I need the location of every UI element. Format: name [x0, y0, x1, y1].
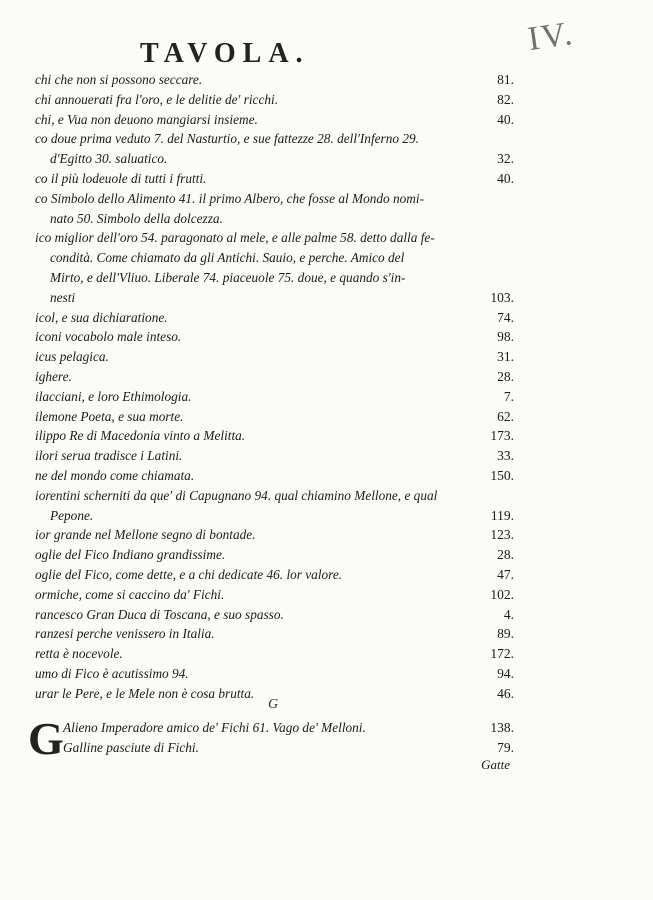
- entry-text: Galline pasciute di Fichi.: [63, 739, 199, 755]
- index-entry: [0, 545, 653, 565]
- entry-page-number: 138.: [490, 720, 514, 735]
- section-letter: G: [268, 697, 279, 712]
- entry-page-number: 79.: [497, 739, 514, 755]
- entry-page-number: 173.: [490, 428, 514, 444]
- entry-page-number: 32.: [497, 151, 514, 167]
- entry-page-number: 98.: [497, 329, 514, 345]
- entry-page-number: 94.: [497, 665, 514, 681]
- entry-text: chi che non si possono seccare.: [35, 72, 203, 87]
- index-entry: [0, 189, 653, 209]
- entry-page-number: 150.: [490, 467, 514, 483]
- entry-page-number: 46.: [497, 685, 514, 701]
- entry-page-number: 31.: [497, 349, 514, 365]
- index-entry: [0, 644, 653, 664]
- entry-page-number: 7.: [503, 388, 514, 404]
- entry-text: Mirto, e dell'Vliuo. Liberale 74. piaceuole 75. doue, e quando s'in-: [50, 269, 406, 285]
- entry-text: ne del mondo come chiamata.: [35, 467, 195, 483]
- entry-text: umo di Fico è acutissimo 94.: [35, 665, 189, 681]
- index-entry: [0, 426, 653, 446]
- entry-text: ighere.: [35, 368, 72, 384]
- index-entry: [0, 664, 653, 684]
- entry-text: icus pelagica.: [35, 349, 109, 365]
- entry-page-number: 89.: [497, 626, 514, 642]
- entry-text: Alieno Imperadore amico de' Fichi 61. Vago de' Melloni.: [63, 720, 366, 735]
- index-entry: [0, 327, 653, 347]
- entry-page-number: 47.: [497, 566, 514, 582]
- index-entry: [0, 347, 653, 367]
- decorated-initial: G: [28, 713, 64, 764]
- index-entry: [0, 486, 653, 506]
- index-entry: [0, 506, 653, 526]
- index-entry: [0, 367, 653, 387]
- index-entry: [0, 446, 653, 466]
- index-entry: [0, 70, 653, 90]
- entry-text: ilemone Poeta, e sua morte.: [35, 408, 184, 424]
- index-entry: [0, 90, 653, 110]
- index-entry: [0, 149, 653, 169]
- entry-text: icol, e sua dichiaratione.: [35, 309, 168, 325]
- entry-page-number: 82.: [497, 91, 514, 107]
- entry-text: co Simbolo dello Alimento 41. il primo Albero, che fosse al Mondo nomi-: [35, 190, 425, 206]
- index-entry: [0, 624, 653, 644]
- entry-text: co doue prima veduto 7. del Nasturtio, e sue fattezze 28. dell'Inferno 29.: [35, 131, 419, 147]
- entry-page-number: 40.: [497, 170, 514, 186]
- entry-text: nesti: [50, 289, 76, 305]
- entry-page-number: 123.: [490, 527, 514, 543]
- index-entry: [0, 525, 653, 545]
- entry-text: iorentini scherniti da que' di Capugnano 94. qual chiamino Mellone, e qual: [35, 487, 438, 503]
- index-entry: [0, 387, 653, 407]
- entry-page-number: 119.: [490, 507, 514, 523]
- entry-page-number: 172.: [490, 646, 514, 662]
- entry-text: oglie del Fico, come dette, e a chi dedicate 46. lor valore.: [35, 566, 343, 582]
- entry-text: condità. Come chiamato da gli Antichi. Sauio, e perche. Amico del: [50, 250, 405, 266]
- index-entry: [0, 110, 653, 130]
- index-entry: [0, 718, 653, 738]
- entry-page-number: 103.: [490, 289, 514, 305]
- index-entry: [0, 565, 653, 585]
- section-g-entries: [0, 718, 653, 758]
- entry-text: d'Egitto 30. saluatico.: [50, 151, 168, 167]
- entry-text: oglie del Fico Indiano grandissime.: [35, 547, 226, 563]
- entry-text: iconi vocabolo male inteso.: [35, 329, 182, 345]
- corner-mark: IV.: [525, 14, 577, 59]
- index-entry: [0, 228, 653, 248]
- index-entry: [0, 684, 653, 704]
- index-entries: [0, 70, 653, 704]
- entry-text: chi, e Vua non deuono mangiarsi insieme.: [35, 111, 258, 127]
- entry-page-number: 40.: [497, 111, 514, 127]
- index-entry: [0, 129, 653, 149]
- index-entry: [0, 248, 653, 268]
- index-entry: [0, 466, 653, 486]
- entry-text: ior grande nel Mellone segno di bontade.: [35, 527, 256, 543]
- entry-page-number: 102.: [490, 586, 514, 602]
- entry-text: ilacciani, e loro Ethimologia.: [35, 388, 192, 404]
- entry-text: Pepone.: [50, 507, 94, 523]
- entry-text: retta è nocevole.: [35, 646, 123, 662]
- index-entry: [0, 585, 653, 605]
- catchword: Gatte: [481, 757, 510, 772]
- entry-page-number: 28.: [497, 368, 514, 384]
- index-entry: [0, 738, 653, 758]
- entry-page-number: 4.: [503, 606, 514, 622]
- entry-page-number: 81.: [497, 72, 514, 87]
- index-entry: [0, 288, 653, 308]
- entry-text: ormiche, come si caccino da' Fichi.: [35, 586, 225, 602]
- page-title: TAVOLA.: [140, 38, 310, 69]
- entry-text: urar le Pere, e le Mele non è cosa brutta.: [35, 685, 255, 701]
- index-entry: [0, 407, 653, 427]
- entry-text: ico miglior dell'oro 54. paragonato al mele, e alle palme 58. detto dalla fe-: [35, 230, 435, 246]
- entry-text: ilori serua tradisce i Latini.: [35, 448, 183, 464]
- entry-page-number: 28.: [497, 547, 514, 563]
- index-entry: [0, 268, 653, 288]
- entry-page-number: 74.: [497, 309, 514, 325]
- index-entry: [0, 169, 653, 189]
- entry-text: rancesco Gran Duca di Toscana, e suo spasso.: [35, 606, 284, 622]
- index-entry: [0, 308, 653, 328]
- index-entry: [0, 605, 653, 625]
- entry-text: chi annouerati fra l'oro, e le delitie de' ricchi.: [35, 91, 279, 107]
- entry-page-number: 33.: [497, 448, 514, 464]
- entry-text: ranzesi perche venissero in Italia.: [35, 626, 215, 642]
- entry-text: ilippo Re di Macedonia vinto a Melitta.: [35, 428, 246, 444]
- entry-text: co il più lodeuole di tutti i frutti.: [35, 170, 207, 186]
- index-entry: [0, 209, 653, 229]
- entry-text: nato 50. Simbolo della dolcezza.: [50, 210, 223, 226]
- entry-page-number: 62.: [497, 408, 514, 424]
